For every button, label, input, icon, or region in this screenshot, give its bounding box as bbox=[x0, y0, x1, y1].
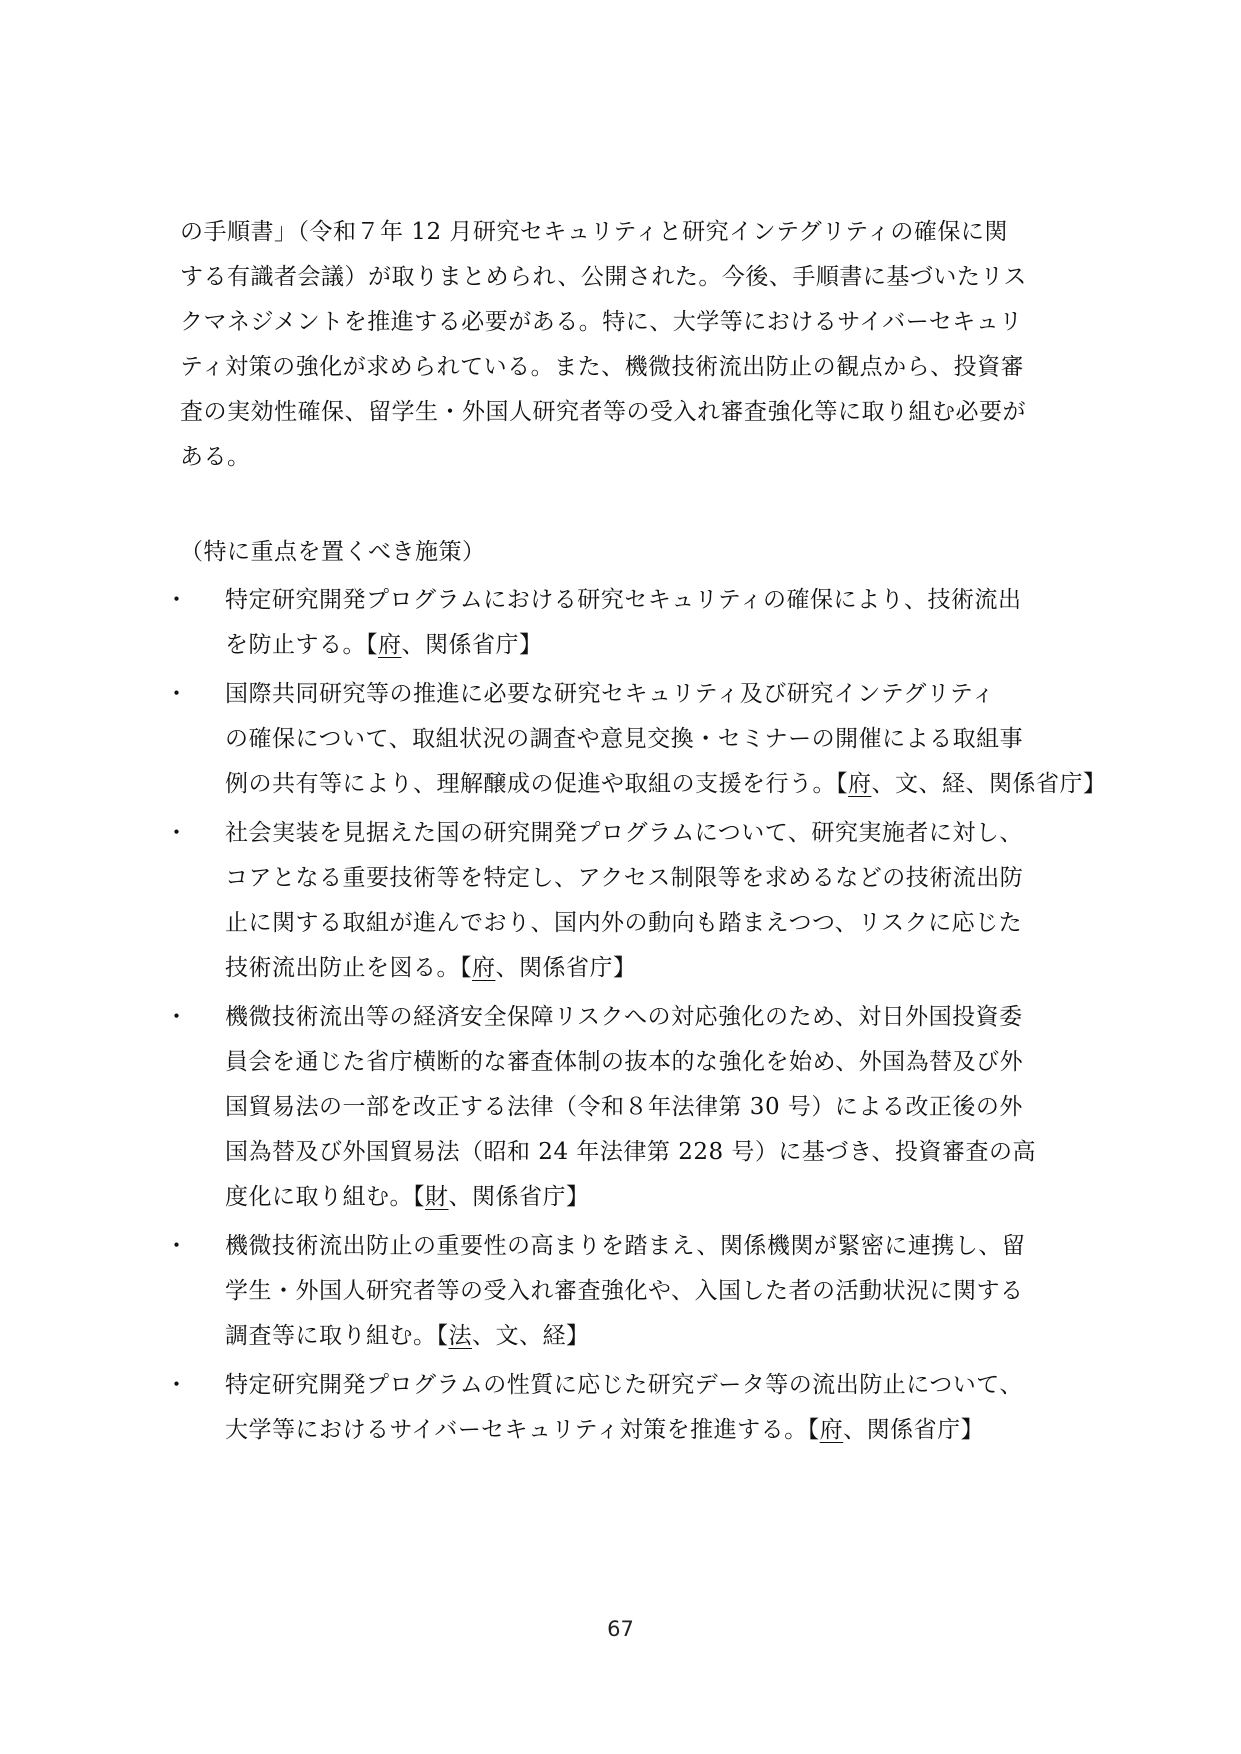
item-text: 調査等に取り組む。 bbox=[225, 1323, 437, 1349]
item-line-last bbox=[225, 623, 1065, 668]
item-text: 技術流出防止を図る。 bbox=[225, 955, 460, 981]
ministry-list: 、関係省庁 bbox=[401, 632, 519, 658]
lead-ministry: 府 bbox=[472, 955, 496, 981]
item-line: 員会を通じた省庁横断的な審査体制の抜本的な強化を始め、外国為替及び外 bbox=[225, 1049, 1024, 1075]
list-item bbox=[165, 1363, 1065, 1453]
bracket-open: 【 bbox=[436, 1323, 449, 1349]
item-line: 国際共同研究等の推進に必要な研究セキュリティ及び研究インテグリティ bbox=[225, 681, 995, 707]
bullet-marker: ・ bbox=[165, 587, 189, 613]
list-item bbox=[165, 672, 1107, 807]
item-line: 国貿易法の一部を改正する法律（令和８年法律第 30 号）による改正後の外 bbox=[225, 1094, 1023, 1120]
intro-line: の手順書」（令和７年 12 月研究セキュリティと研究インテグリティの確保に関 bbox=[180, 219, 1008, 245]
bracket-open: 【 bbox=[460, 955, 472, 981]
bracket-open: 【 bbox=[366, 632, 378, 658]
item-line: 機微技術流出等の経済安全保障リスクへの対応強化のため、対日外国投資委 bbox=[225, 1004, 1023, 1030]
item-text: を防止する。 bbox=[225, 632, 366, 658]
bracket-open: 【 bbox=[807, 1417, 820, 1443]
intro-line: 査の実効性確保、留学生・外国人研究者等の受入れ審査強化等に取り組む必要が bbox=[180, 399, 1026, 425]
item-line: コアとなる重要技術等を特定し、アクセス制限等を求めるなどの技術流出防 bbox=[225, 865, 1024, 891]
list-item bbox=[165, 578, 1065, 668]
intro-line: ティ対策の強化が求められている。また、機微技術流出防止の観点から、投資審 bbox=[180, 354, 1025, 380]
lead-ministry: 財 bbox=[425, 1184, 449, 1210]
item-line-last bbox=[225, 762, 1107, 807]
item-line: の確保について、取組状況の調査や意見交換・セミナーの開催による取組事 bbox=[225, 726, 1024, 752]
item-line: 特定研究開発プログラムにおける研究セキュリティの確保により、技術流出 bbox=[225, 587, 1022, 613]
intro-line: する有識者会議）が取りまとめられ、公開された。今後、手順書に基づいたリス bbox=[180, 264, 1027, 290]
bracket-close: 】 bbox=[613, 955, 637, 981]
item-line: 止に関する取組が進んでおり、国内外の動向も踏まえつつ、リスクに応じた bbox=[225, 910, 1023, 936]
bullet-marker: ・ bbox=[165, 681, 189, 707]
ministry-list: 、関係省庁 bbox=[448, 1184, 566, 1210]
section-heading: （特に重点を置くべき施策） bbox=[180, 539, 486, 565]
intro-line: クマネジメントを推進する必要がある。特に、大学等におけるサイバーセキュリ bbox=[180, 309, 1023, 335]
item-text: 度化に取り組む。 bbox=[225, 1184, 413, 1210]
ministry-list: 、関係省庁 bbox=[843, 1417, 961, 1443]
page-number: 67 bbox=[607, 1617, 634, 1641]
ministry-list: 、文、経 bbox=[472, 1323, 566, 1349]
item-line-last bbox=[225, 1408, 1065, 1453]
bullet-marker: ・ bbox=[165, 1004, 189, 1030]
lead-ministry: 府 bbox=[378, 632, 402, 658]
bracket-close: 】 bbox=[1083, 771, 1107, 797]
bracket-close: 】 bbox=[519, 632, 543, 658]
intro-line: ある。 bbox=[180, 444, 251, 470]
lead-ministry: 法 bbox=[448, 1323, 472, 1349]
measures-list bbox=[165, 578, 1107, 1457]
item-line: 学生・外国人研究者等の受入れ審査強化や、入国した者の活動状況に関する bbox=[225, 1278, 1024, 1304]
bracket-open: 【 bbox=[836, 771, 848, 797]
bracket-close: 】 bbox=[566, 1184, 590, 1210]
intro-paragraph bbox=[180, 210, 1060, 480]
ministry-list: 、関係省庁 bbox=[495, 955, 613, 981]
bullet-marker: ・ bbox=[165, 1372, 189, 1398]
item-line: 社会実装を見据えた国の研究開発プログラムについて、研究実施者に対し、 bbox=[225, 820, 1023, 846]
bracket-close: 】 bbox=[566, 1323, 590, 1349]
item-line: 国為替及び外国貿易法（昭和 24 年法律第 228 号）に基づき、投資審査の高 bbox=[225, 1139, 1036, 1165]
item-text: 例の共有等により、理解醸成の促進や取組の支援を行う。 bbox=[225, 771, 836, 797]
bracket-close: 】 bbox=[960, 1417, 985, 1443]
bullet-marker: ・ bbox=[165, 1233, 189, 1259]
lead-ministry: 府 bbox=[819, 1417, 844, 1443]
item-line-last bbox=[225, 946, 1065, 991]
item-line: 特定研究開発プログラムの性質に応じた研究データ等の流出防止について、 bbox=[225, 1372, 1023, 1398]
list-item bbox=[165, 1224, 1065, 1359]
bullet-marker: ・ bbox=[165, 820, 189, 846]
item-text: 大学等におけるサイバーセキュリティ対策を推進する。 bbox=[225, 1417, 808, 1443]
ministry-list: 、文、経、関係省庁 bbox=[871, 771, 1083, 797]
list-item bbox=[165, 811, 1065, 991]
item-line: 機微技術流出防止の重要性の高まりを踏まえ、関係機関が緊密に連携し、留 bbox=[225, 1233, 1026, 1259]
lead-ministry: 府 bbox=[848, 771, 872, 797]
item-line-last bbox=[225, 1175, 1065, 1220]
bracket-open: 【 bbox=[413, 1184, 425, 1210]
item-line-last bbox=[225, 1314, 1065, 1359]
list-item bbox=[165, 995, 1065, 1220]
